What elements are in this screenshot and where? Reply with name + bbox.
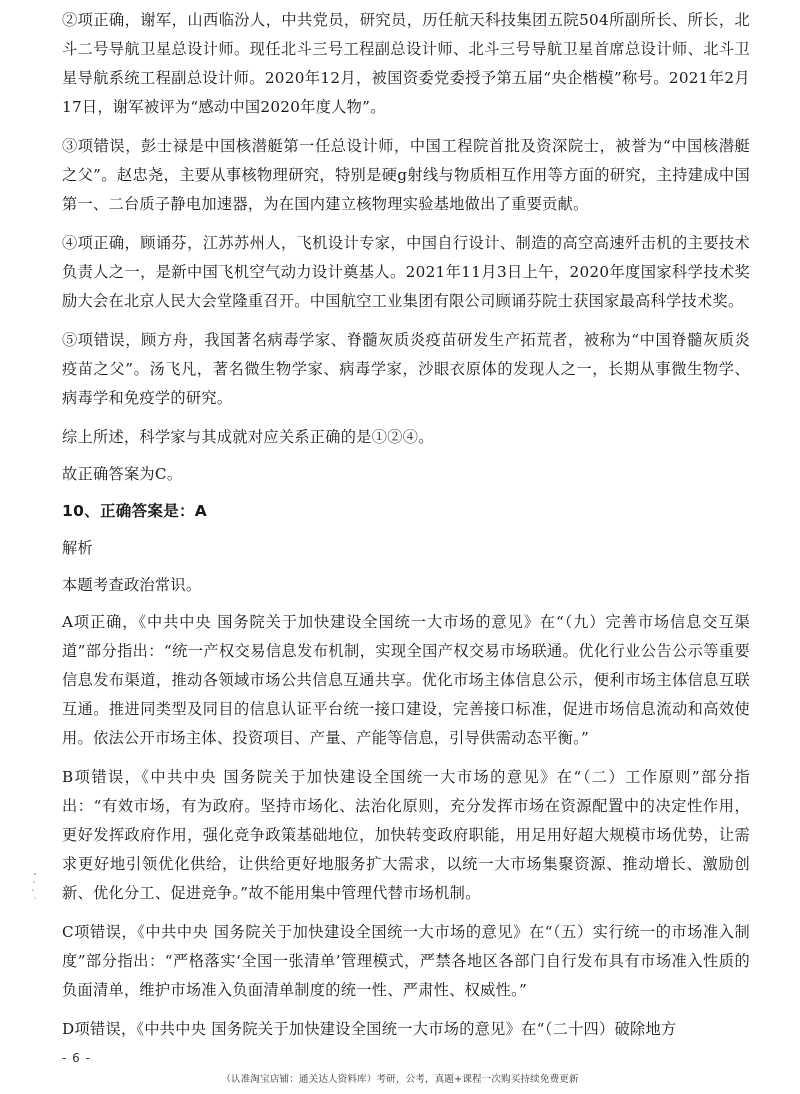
paragraph-option-2: ②项正确，谢军，山西临汾人，中共党员，研究员，历任航天科技集团五院504所副所长、所长，北斗二号导航卫星总设计师。现任北斗三号工程副总设计师、北斗三号导航卫星首席总设计师、北斗卫星导航系统工程副总设计师。2020年12月，被国资委党委授予第五届“央企楷模”称号。2021年2月17日，谢军被评为“感动中国2020年度人物”。 [62,11,750,116]
analysis-label: 解析 [62,539,93,557]
page-number: - 6 - [62,1051,91,1065]
scan-artifact-mark [30,870,40,910]
page-content [62,6,750,1054]
paragraph-answer: 故正确答案为C。 [62,465,183,483]
option-b-paragraph: B项错误，《中共中央 国务院关于加快建设全国统一大市场的意见》在“（二）工作原则”部分指出：“有效市场，有为政府。坚持市场化、法治化原则，充分发挥市场在资源配置中的决定性作用，更好发挥政府作用，强化竞争政策基础地位，加快转变政府职能，用足用好超大规模市场优势，让需求更好地引领优化供给，让供给更好地服务扩大需求，以统一大市场集聚资源、推动增长、激励创新、优化分工、促进竞争。”故不能用集中管理代替市场机制。 [62,768,750,902]
footer-note: （认准淘宝店铺：通关达人资料库）考研，公考，真题+课程一次购买持续免费更新 [221,1074,579,1085]
paragraph-option-4: ④项正确，顾诵芬，江苏苏州人，飞机设计专家，中国自行设计、制造的高空高速歼击机的主要技术负责人之一，是新中国飞机空气动力设计奠基人。2021年11月3日上午，2020年度国家科学技术奖励大会在北京人民大会堂隆重召开。中国航空工业集团有限公司顾诵芬院士获国家最高科学技术奖。 [62,234,750,310]
option-c-paragraph: C项错误，《中共中央 国务院关于加快建设全国统一大市场的意见》在“（五）实行统一的市场准入制度”部分指出：“严格落实‘全国一张清单’管理模式，严禁各地区各部门自行发布具有市场准入性质的负面清单，维护市场准入负面清单制度的统一性、严肃性、权威性。” [62,923,750,999]
topic-line: 本题考查政治常识。 [62,576,202,594]
option-d-paragraph: D项错误，《中共中央 国务院关于加快建设全国统一大市场的意见》在“（二十四）破除地方 [62,1020,677,1038]
option-a-paragraph: A项正确，《中共中央 国务院关于加快建设全国统一大市场的意见》在“（九）完善市场信息交互渠道”部分指出：“统一产权交易信息发布机制，实现全国产权交易市场联通。优化行业公告公示等重要信息发布渠道，推动各领域市场公共信息互通共享。优化市场主体信息公示，便利市场主体信息互联互通。推进同类型及同目的信息认证平台统一接口建设，完善接口标准，促进市场信息流动和高效使用。依法公开市场主体、投资项目、产量、产能等信息，引导供需动态平衡。” [62,613,750,747]
paragraph-summary: 综上所述，科学家与其成就对应关系正确的是①②④。 [62,428,434,446]
question-10-heading: 10、正确答案是：A [62,502,208,520]
paragraph-option-5: ⑤项错误，顾方舟，我国著名病毒学家、脊髓灰质炎疫苗研发生产拓荒者，被称为“中国脊髓灰质炎疫苗之父”。汤飞凡，著名微生物学家、病毒学家，沙眼衣原体的发现人之一，长期从事微生物学、病毒学和免疫学的研究。 [62,331,750,407]
paragraph-option-3: ③项错误，彭士禄是中国核潜艇第一任总设计师，中国工程院首批及资深院士，被誉为“中国核潜艇之父”。赵忠尧，主要从事核物理研究，特别是硬g射线与物质相互作用等方面的研究，主持建成中国第一、二台质子静电加速器，为在国内建立核物理实验基地做出了重要贡献。 [62,137,750,213]
